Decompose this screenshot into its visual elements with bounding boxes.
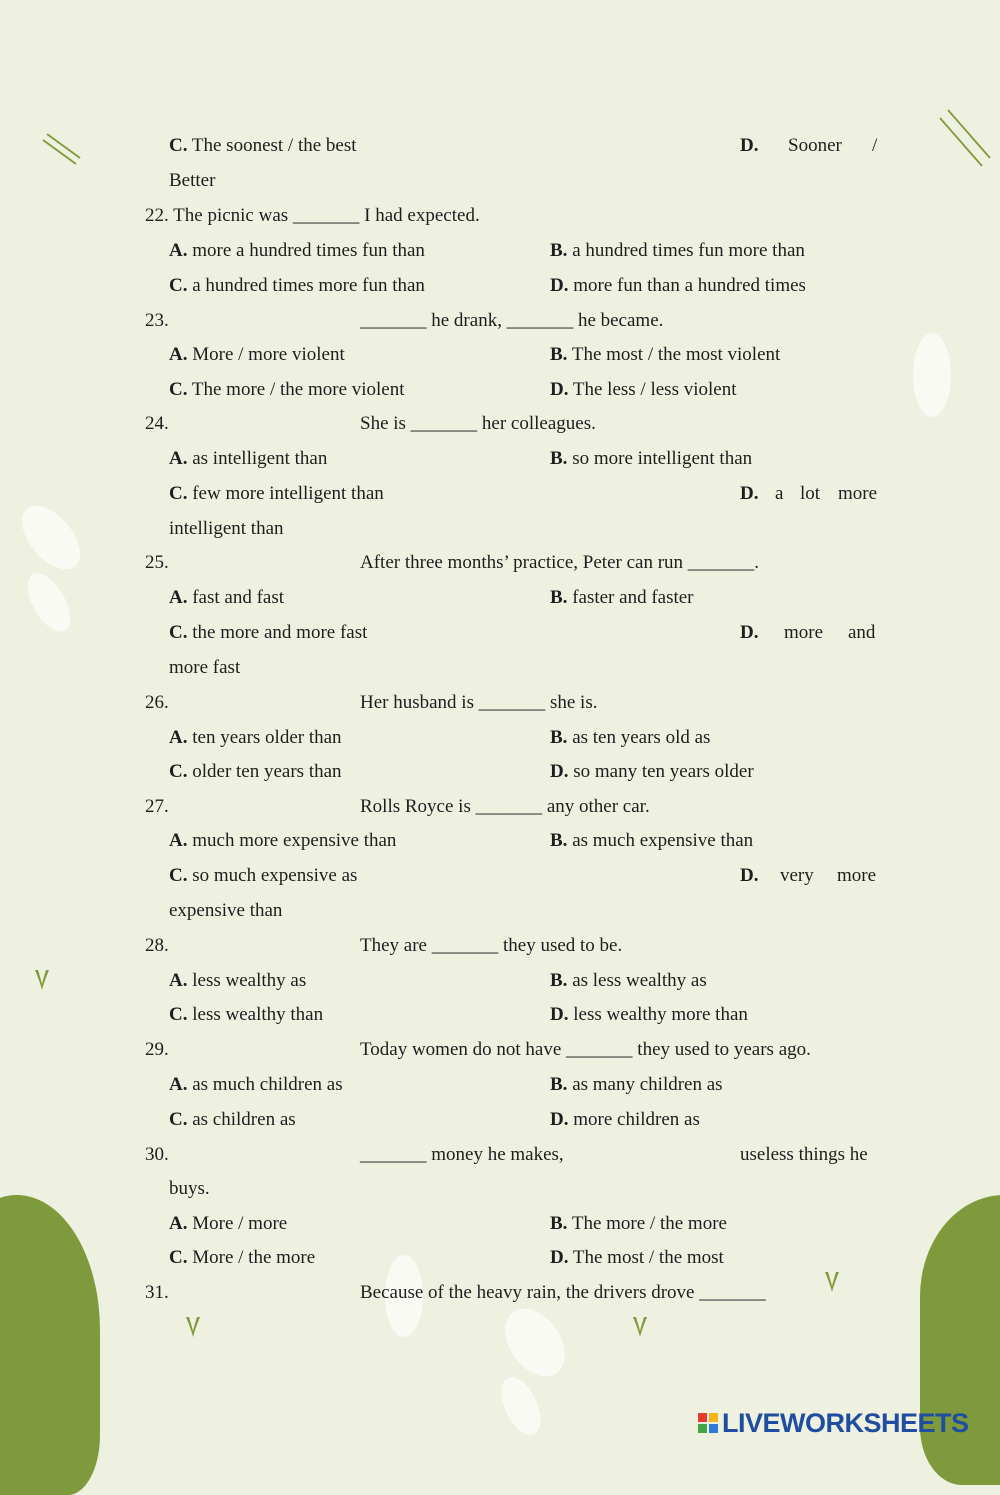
option-d-q24-word2: lot (800, 483, 821, 504)
question-25-text: After three months’ practice, Peter can run _______. (360, 552, 760, 573)
white-blob-left-1 (11, 495, 91, 579)
option-c-q23: C. The more / the more violent (169, 379, 405, 400)
option-d-q23: D. The less / less violent (550, 379, 737, 400)
logo-squares-icon (697, 1412, 719, 1434)
question-24-text: She is _______ her colleagues. (360, 413, 596, 434)
option-b-q24: B. so more intelligent than (550, 448, 753, 469)
option-d-q24-label: D. (740, 483, 759, 504)
option-b-q29: B. as many children as (550, 1074, 723, 1095)
option-b-q23: B. The most / the most violent (550, 344, 781, 365)
option-c-q29: C. as children as (169, 1109, 296, 1130)
question-30-wrap: buys. (169, 1178, 210, 1199)
question-31-number: 31. (145, 1282, 169, 1303)
option-b-q28: B. as less wealthy as (550, 970, 707, 991)
option-d-q30: D. The most / the most (550, 1247, 724, 1268)
white-blob-left-2 (19, 566, 79, 638)
option-c-q24: C. few more intelligent than (169, 483, 384, 504)
white-blob-bottom-2 (493, 1297, 577, 1387)
question-28-number: 28. (145, 935, 169, 956)
option-d-q25-word2: and (848, 622, 876, 643)
question-30-text: _______ money he makes, (360, 1144, 564, 1165)
question-29-number: 29. (145, 1039, 169, 1060)
option-a-q26: A. ten years older than (169, 727, 342, 748)
question-26-number: 26. (145, 692, 169, 713)
option-d-q29: D. more children as (550, 1109, 700, 1130)
option-b-q26: B. as ten years old as (550, 727, 711, 748)
question-28-text: They are _______ they used to be. (360, 935, 623, 956)
question-25-number: 25. (145, 552, 169, 573)
option-c-q30: C. More / the more (169, 1247, 316, 1268)
option-d-q22: D. more fun than a hundred times (550, 275, 806, 296)
option-a-q30: A. More / more (169, 1213, 288, 1234)
slash-decoration-left (40, 132, 82, 168)
leaf-icon-1 (32, 968, 52, 992)
question-22: 22. The picnic was _______ I had expected. (145, 205, 480, 226)
option-d-q28: D. less wealthy more than (550, 1004, 748, 1025)
leaf-icon-2 (822, 1270, 842, 1294)
slash-decoration-right (938, 108, 994, 170)
option-a-q29: A. as much children as (169, 1074, 343, 1095)
option-d-q24-word3: more (838, 483, 878, 504)
option-a-q23: A. More / more violent (169, 344, 345, 365)
option-b-q30: B. The more / the more (550, 1213, 727, 1234)
option-d-q25-word1: more (784, 622, 824, 643)
option-d-q26: D. so many ten years older (550, 761, 754, 782)
option-c-q21: C. The soonest / the best (169, 135, 357, 156)
option-b-q22: B. a hundred times fun more than (550, 240, 805, 261)
question-26-text: Her husband is _______ she is. (360, 692, 598, 713)
question-23-number: 23. (145, 310, 169, 331)
question-31-text: Because of the heavy rain, the drivers drove _______ (360, 1282, 766, 1303)
logo-text: LIVEWORKSHEETS (722, 1407, 969, 1438)
option-d-q24-wrap: intelligent than (169, 518, 284, 539)
option-c-q26: C. older ten years than (169, 761, 342, 782)
leaf-icon-4 (630, 1315, 650, 1339)
logo-square-red (697, 1412, 708, 1423)
option-d-q21-word1: Sooner (788, 135, 842, 156)
option-d-q25-label: D. (740, 622, 759, 643)
option-a-q25: A. fast and fast (169, 587, 285, 608)
option-c-q25: C. the more and more fast (169, 622, 368, 643)
green-blob-left (0, 1195, 100, 1495)
option-a-q22: A. more a hundred times fun than (169, 240, 425, 261)
option-b-q25: B. faster and faster (550, 587, 694, 608)
option-d-q24-word1: a (775, 483, 784, 504)
option-d-q27-label: D. (740, 865, 759, 886)
option-a-q27: A. much more expensive than (169, 830, 397, 851)
option-a-q28: A. less wealthy as (169, 970, 307, 991)
logo-square-yellow (708, 1412, 719, 1423)
option-a-q24: A. as intelligent than (169, 448, 328, 469)
white-blob-bottom-3 (493, 1371, 548, 1441)
question-27-text: Rolls Royce is _______ any other car. (360, 796, 650, 817)
green-blob-right (920, 1195, 1000, 1485)
option-d-q27-word1: very (780, 865, 814, 886)
question-24-number: 24. (145, 413, 169, 434)
option-c-q28: C. less wealthy than (169, 1004, 324, 1025)
white-blob-right (913, 333, 951, 417)
question-30-text-right: useless things he (740, 1144, 868, 1165)
question-23-text: _______ he drank, _______ he became. (360, 310, 664, 331)
liveworksheets-logo[interactable] (697, 1408, 969, 1438)
logo-square-green (697, 1423, 708, 1434)
question-29-text: Today women do not have _______ they used to years ago. (360, 1039, 811, 1060)
option-d-q21-label: D. (740, 135, 759, 156)
logo-square-blue (708, 1423, 719, 1434)
question-30-number: 30. (145, 1144, 169, 1165)
option-d-q21-word2: / (872, 135, 878, 156)
leaf-icon-3 (183, 1315, 203, 1339)
option-d-q25-wrap: more fast (169, 657, 241, 678)
option-d-q27-wrap: expensive than (169, 900, 283, 921)
option-c-q27: C. so much expensive as (169, 865, 358, 886)
option-d-q21-wrap: Better (169, 170, 216, 191)
option-d-q27-word2: more (837, 865, 877, 886)
option-b-q27: B. as much expensive than (550, 830, 754, 851)
question-27-number: 27. (145, 796, 169, 817)
option-c-q22: C. a hundred times more fun than (169, 275, 425, 296)
